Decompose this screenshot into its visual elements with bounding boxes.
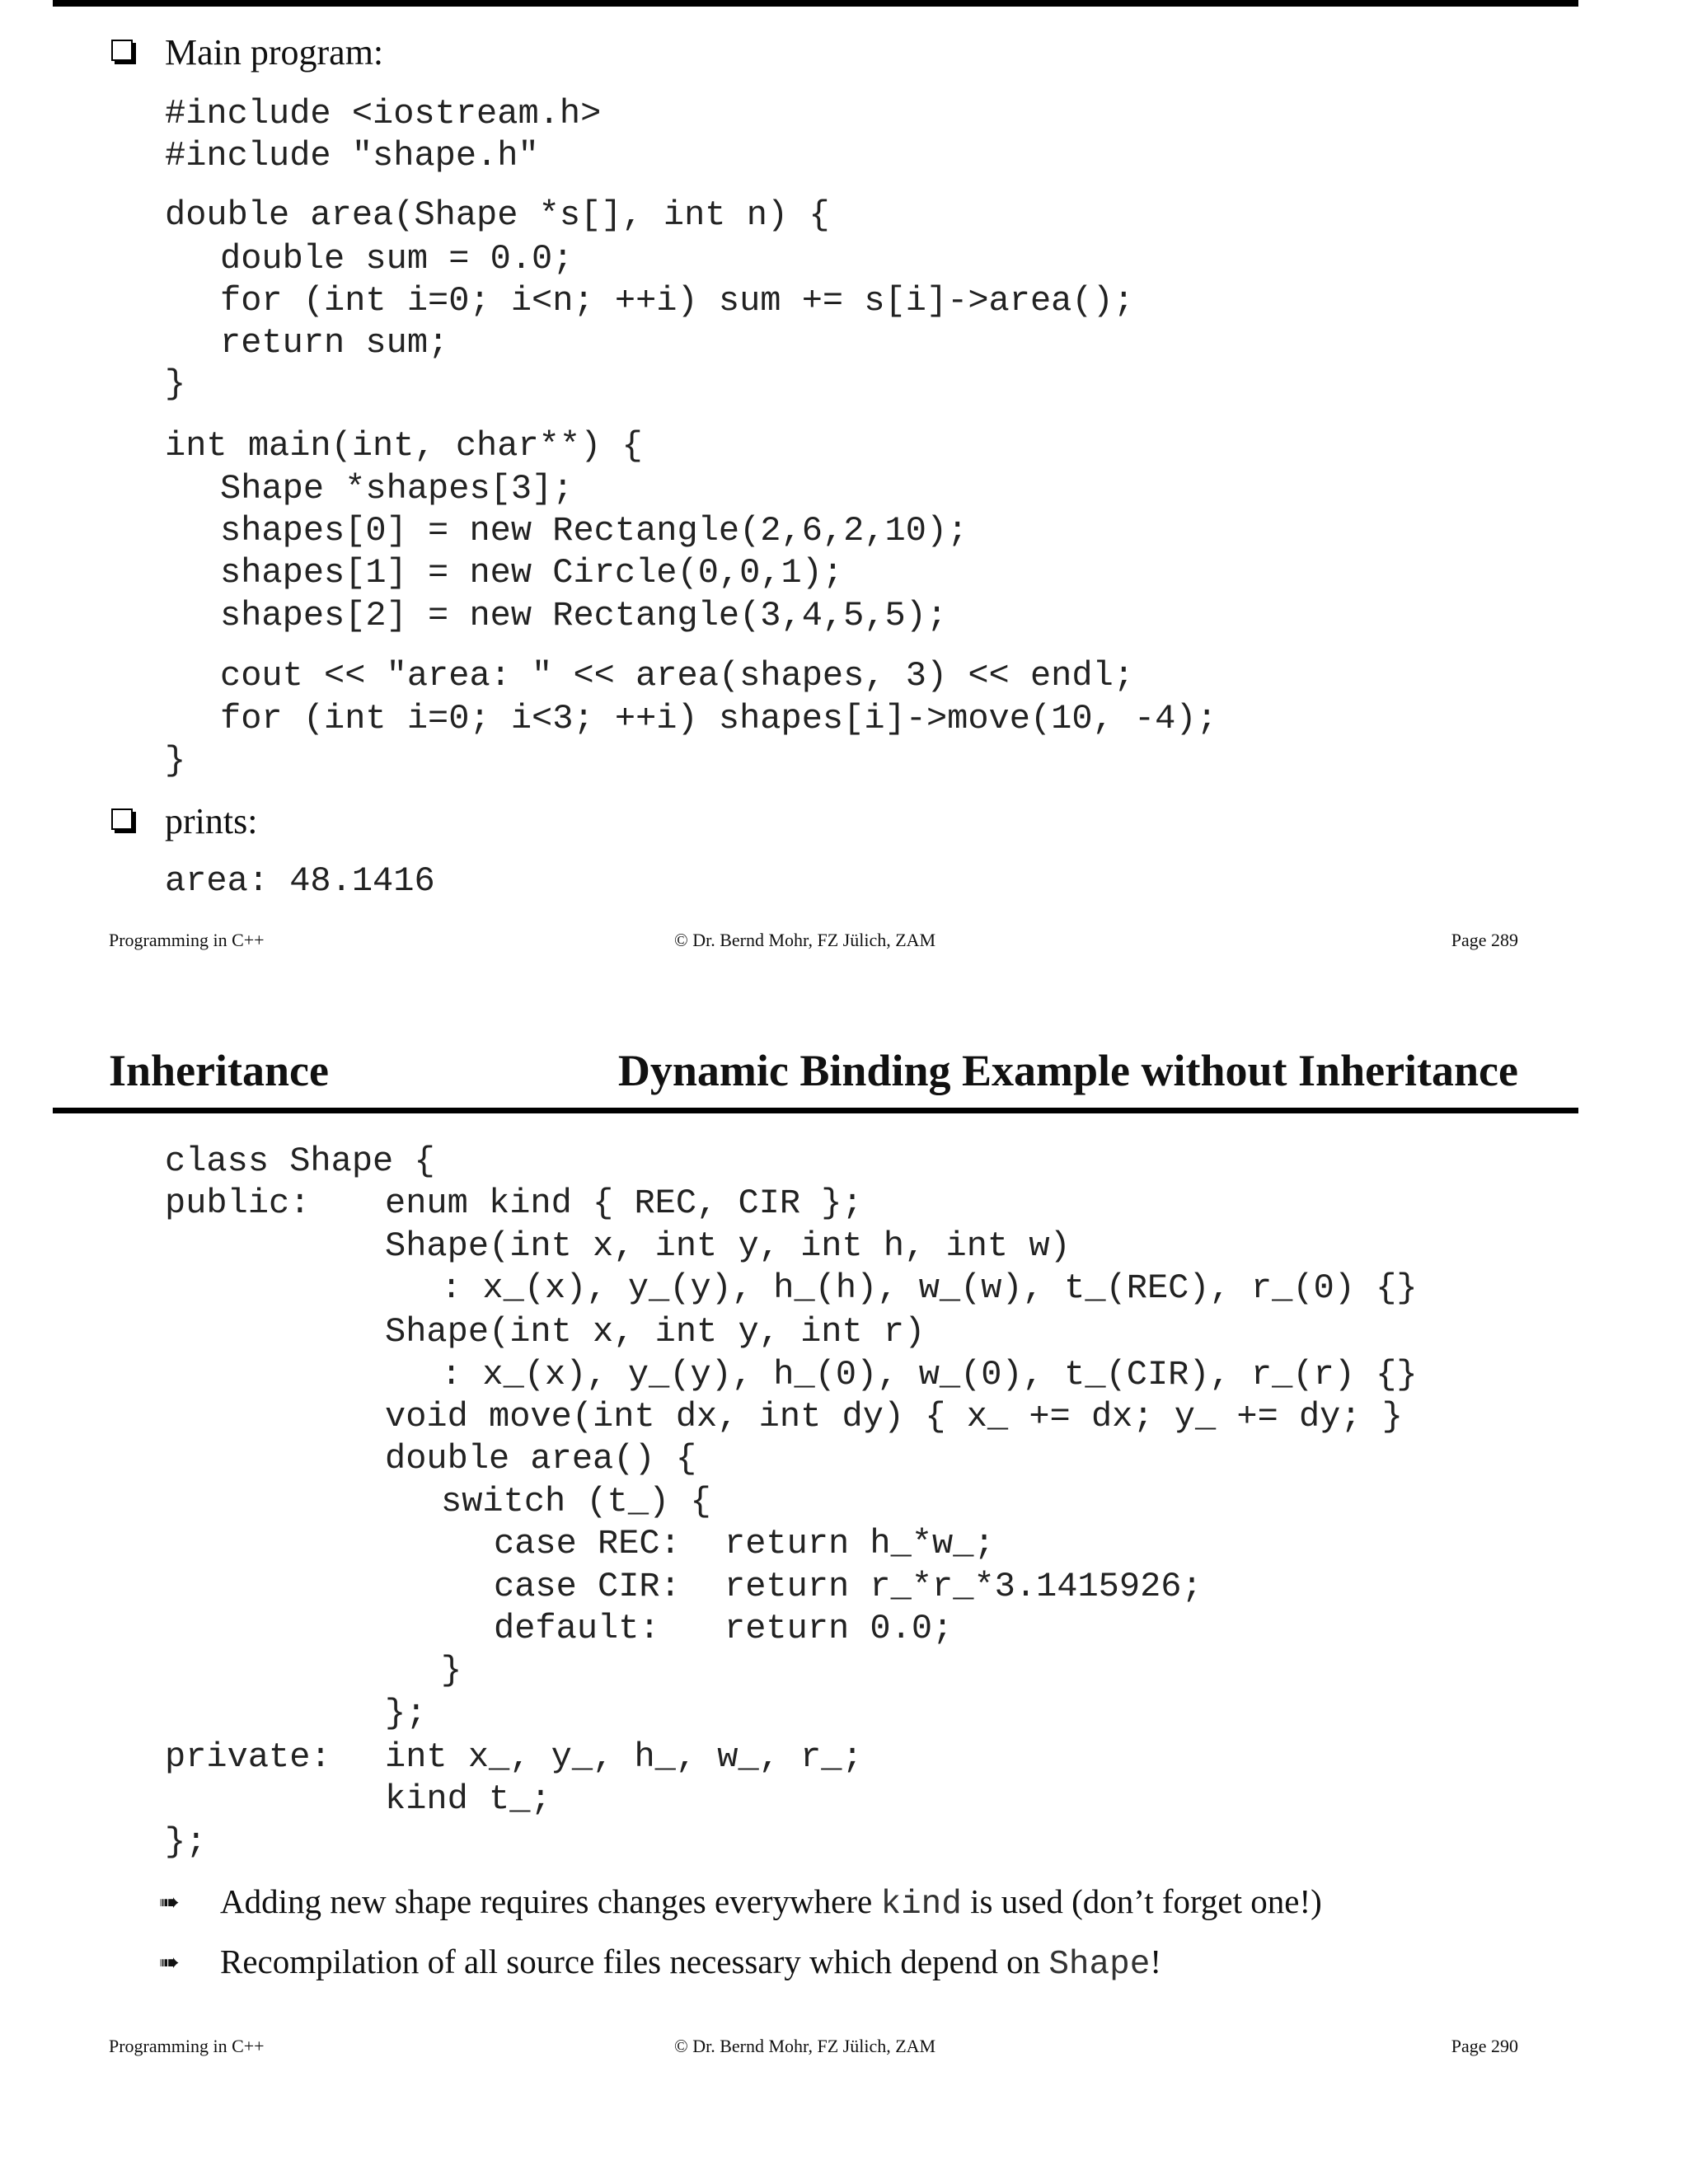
footer-center: © Dr. Bernd Mohr, FZ Jülich, ZAM <box>674 930 936 950</box>
code-line: case CIR: <box>494 1567 681 1606</box>
code-line: for (int i=0; i<3; ++i) shapes[i]->move(10, -4); <box>220 699 1217 738</box>
code-line: int x_, y_, h_, w_, r_; <box>385 1737 863 1777</box>
bullet-adding-shape <box>220 1882 1322 1924</box>
bullet-code: Shape <box>1048 1946 1151 1984</box>
bullet-text: Recompilation of all source files necessary which depend on <box>220 1943 1049 1980</box>
code-line: return h_*w_; <box>724 1524 995 1563</box>
code-line: default: <box>494 1609 660 1648</box>
checkbox-bullet-icon <box>111 808 133 830</box>
code-line: } <box>165 741 186 780</box>
bullet-main-program: Main program: <box>165 32 384 73</box>
code-line: void move(int dx, int dy) { x_ += dx; y_ += dy; } <box>385 1397 1404 1436</box>
code-line: }; <box>385 1694 427 1733</box>
code-line: shapes[1] = new Circle(0,0,1); <box>220 553 844 593</box>
title-rule <box>53 1108 1578 1113</box>
program-output: area: 48.1416 <box>165 861 435 901</box>
code-line: : x_(x), y_(y), h_(h), w_(w), t_(REC), r_(0) {} <box>441 1268 1418 1308</box>
bullet-text: Adding new shape requires changes everywhere <box>220 1882 881 1920</box>
code-line: #include <iostream.h> <box>165 94 602 134</box>
footer-center: © Dr. Bernd Mohr, FZ Jülich, ZAM <box>674 2036 936 2056</box>
footer-left: Programming in C++ <box>109 930 265 950</box>
code-line: } <box>165 364 186 404</box>
bullet-text: ! <box>1150 1943 1162 1980</box>
code-line: class Shape { <box>165 1141 435 1181</box>
code-line: double area(Shape *s[], int n) { <box>165 195 830 235</box>
code-line: } <box>441 1651 462 1690</box>
code-line: return 0.0; <box>724 1609 954 1648</box>
bullet-code: kind <box>880 1886 962 1924</box>
footer-left: Programming in C++ <box>109 2036 265 2056</box>
top-rule <box>53 0 1578 7</box>
code-line: shapes[2] = new Rectangle(3,4,5,5); <box>220 596 948 635</box>
code-line: Shape(int x, int y, int r) <box>385 1312 926 1352</box>
code-line: kind t_; <box>385 1779 551 1819</box>
code-line: switch (t_) { <box>441 1482 711 1521</box>
code-line: for (int i=0; i<n; ++i) sum += s[i]->area(); <box>220 281 1134 321</box>
code-line: return sum; <box>220 323 449 363</box>
code-line: return r_*r_*3.1415926; <box>724 1567 1203 1606</box>
bullet-recompilation <box>220 1945 1161 1982</box>
code-line: Shape *shapes[3]; <box>220 469 574 509</box>
code-line: double area() { <box>385 1439 697 1479</box>
bullet-text: is used (don’t forget one!) <box>961 1882 1322 1920</box>
checkbox-bullet-icon <box>111 40 133 61</box>
code-line: : x_(x), y_(y), h_(0), w_(0), t_(CIR), r_(r) {} <box>441 1355 1418 1394</box>
arrow-bullet-icon: ➠ <box>159 1948 181 1977</box>
code-line: #include "shape.h" <box>165 136 539 176</box>
code-line: private: <box>165 1737 331 1777</box>
code-line: double sum = 0.0; <box>220 239 574 279</box>
section-title: Inheritance <box>109 1046 329 1095</box>
bullet-prints: prints: <box>165 801 258 841</box>
code-line: Shape(int x, int y, int h, int w) <box>385 1226 1071 1266</box>
code-line: }; <box>165 1822 207 1862</box>
code-line: enum kind { REC, CIR }; <box>385 1183 863 1223</box>
footer-page: Page 290 <box>1451 2036 1518 2056</box>
slide-title: Dynamic Binding Example without Inheritance <box>617 1046 1518 1095</box>
code-line: case REC: <box>494 1524 681 1563</box>
arrow-bullet-icon: ➠ <box>159 1888 181 1917</box>
code-line: cout << "area: " << area(shapes, 3) << endl; <box>220 656 1134 696</box>
code-line: shapes[0] = new Rectangle(2,6,2,10); <box>220 511 968 551</box>
code-line: int main(int, char**) { <box>165 426 643 466</box>
code-line: public: <box>165 1183 311 1223</box>
footer-page: Page 289 <box>1451 930 1518 950</box>
